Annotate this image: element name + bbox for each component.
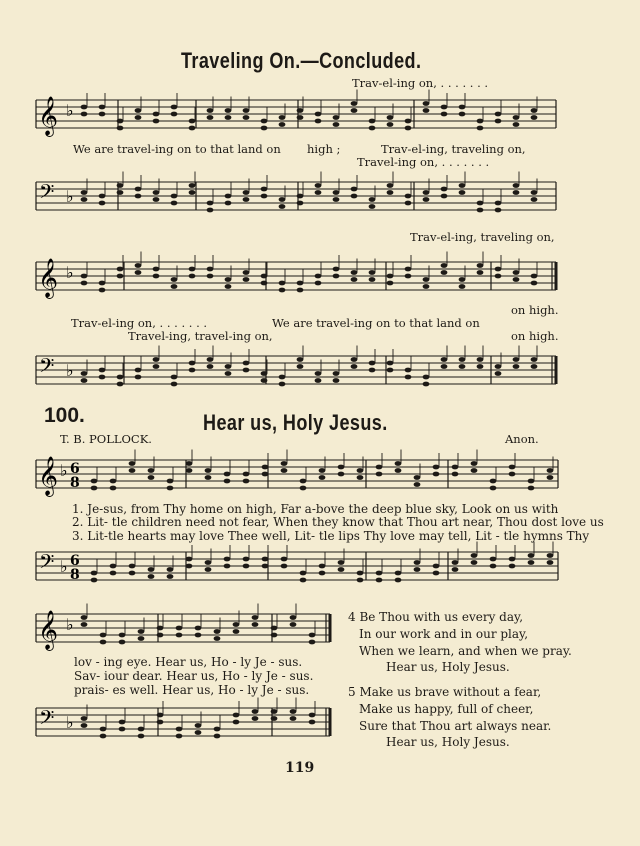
hymn-composer: Anon. bbox=[505, 432, 539, 446]
note-heads bbox=[81, 172, 538, 213]
svg-text:♭: ♭ bbox=[60, 461, 68, 480]
sys1-below-lyric: Trav-el-ing, traveling on, bbox=[410, 230, 555, 244]
svg-text:𝄞: 𝄞 bbox=[38, 96, 59, 136]
hymn-author: T. B. POLLOCK. bbox=[60, 432, 152, 446]
note-heads bbox=[81, 698, 316, 739]
stanza5-line4: Hear us, Holy Jesus. bbox=[386, 735, 510, 749]
sys1-lyric-traveling: Trav-el-ing, traveling on, bbox=[381, 142, 526, 156]
hymn-title-hear-us: Hear us, Holy Jesus. bbox=[203, 410, 388, 435]
sys1-lyric-high: high ; bbox=[307, 142, 341, 156]
sys2-lyric-main: We are travel-ing on to that land on bbox=[272, 316, 480, 330]
hymn-title-traveling-on: Traveling On.—Concluded. bbox=[181, 48, 422, 73]
svg-text:𝄢: 𝄢 bbox=[39, 354, 55, 382]
svg-text:𝄢: 𝄢 bbox=[39, 550, 55, 578]
stanza4-line1: 4 Be Thou with us every day, bbox=[348, 610, 524, 624]
system2-treble-staff bbox=[36, 258, 556, 298]
system4-treble-staff bbox=[36, 610, 330, 650]
stanza5-line1: 5 Make us brave without a fear, bbox=[348, 685, 542, 699]
note-heads bbox=[91, 450, 554, 491]
sys2-lyric-traveling-on: Trav-el-ing on, . . . . . . . bbox=[71, 316, 208, 330]
svg-text:𝄞: 𝄞 bbox=[38, 258, 59, 298]
sys1-above-lyric: Trav-el-ing on, . . . . . . . bbox=[352, 76, 489, 90]
sys2-lyric-travel-ing: Travel-ing, travel-ing on, bbox=[128, 329, 273, 343]
note-heads bbox=[81, 604, 316, 645]
stanza4-line4: Hear us, Holy Jesus. bbox=[386, 660, 510, 674]
verse2-line2: Sav- iour dear. Hear us, Ho - ly Je - sus. bbox=[74, 669, 314, 683]
system2-bass-staff bbox=[36, 352, 556, 392]
verse3-line2: prais- es well. Hear us, Ho - ly Je - sus. bbox=[74, 683, 310, 697]
svg-text:♭: ♭ bbox=[66, 101, 74, 120]
note-heads bbox=[81, 252, 538, 293]
svg-text:♭: ♭ bbox=[66, 361, 74, 380]
page-number: 119 bbox=[285, 760, 315, 776]
system1-treble-staff bbox=[36, 96, 556, 136]
stanza4-line2: In our work and in our play, bbox=[359, 627, 529, 641]
note-heads bbox=[81, 346, 538, 387]
time-sig-bottom: 8 bbox=[70, 475, 80, 491]
svg-text:♭: ♭ bbox=[60, 557, 68, 576]
note-heads bbox=[81, 90, 538, 131]
verse1-line2: lov - ing eye. Hear us, Ho - ly Je - sus. bbox=[74, 655, 303, 669]
svg-text:𝄢: 𝄢 bbox=[39, 180, 55, 208]
system3-bass-staff bbox=[36, 548, 558, 588]
svg-text:𝄞: 𝄞 bbox=[38, 610, 59, 650]
stanza4-line3: When we learn, and when we pray. bbox=[359, 644, 572, 658]
svg-text:𝄞: 𝄞 bbox=[38, 456, 59, 496]
time-sig-top: 6 bbox=[70, 461, 80, 477]
sys1-mid-lyric: Travel-ing on, . . . . . . . bbox=[357, 155, 490, 169]
hymn-number: 100. bbox=[44, 404, 85, 427]
note-heads bbox=[91, 542, 554, 583]
svg-text:♭: ♭ bbox=[66, 713, 74, 732]
svg-text:♭: ♭ bbox=[66, 615, 74, 634]
svg-text:6: 6 bbox=[70, 553, 80, 569]
system1-bass-staff bbox=[36, 178, 556, 218]
svg-text:8: 8 bbox=[70, 567, 80, 583]
svg-text:♭: ♭ bbox=[66, 263, 74, 282]
system4-bass-staff bbox=[36, 704, 330, 744]
sys2-lyric-on-high-top: on high. bbox=[511, 303, 559, 317]
verse2-line1: 2. Lit- tle children need not fear, When they know that Thou art near, Thou dost love us bbox=[72, 515, 604, 529]
stanza5-line2: Make us happy, full of cheer, bbox=[359, 702, 534, 716]
sys2-lyric-on-high-bottom: on high. bbox=[511, 329, 559, 343]
sys1-lyric: We are travel-ing on to that land on bbox=[73, 142, 281, 156]
svg-text:♭: ♭ bbox=[66, 187, 74, 206]
system3-treble-staff bbox=[36, 456, 558, 496]
svg-text:𝄢: 𝄢 bbox=[39, 706, 55, 734]
verse1-line1: 1. Je-sus, from Thy home on high, Far a-bove the deep blue sky, Look on us with bbox=[72, 502, 559, 516]
stanza5-line3: Sure that Thou art always near. bbox=[359, 719, 552, 733]
verse3-line1: 3. Lit-tle hearts may love Thee well, Lit- tle lips Thy love may tell, Lit - tle hymns Thy bbox=[72, 529, 590, 543]
